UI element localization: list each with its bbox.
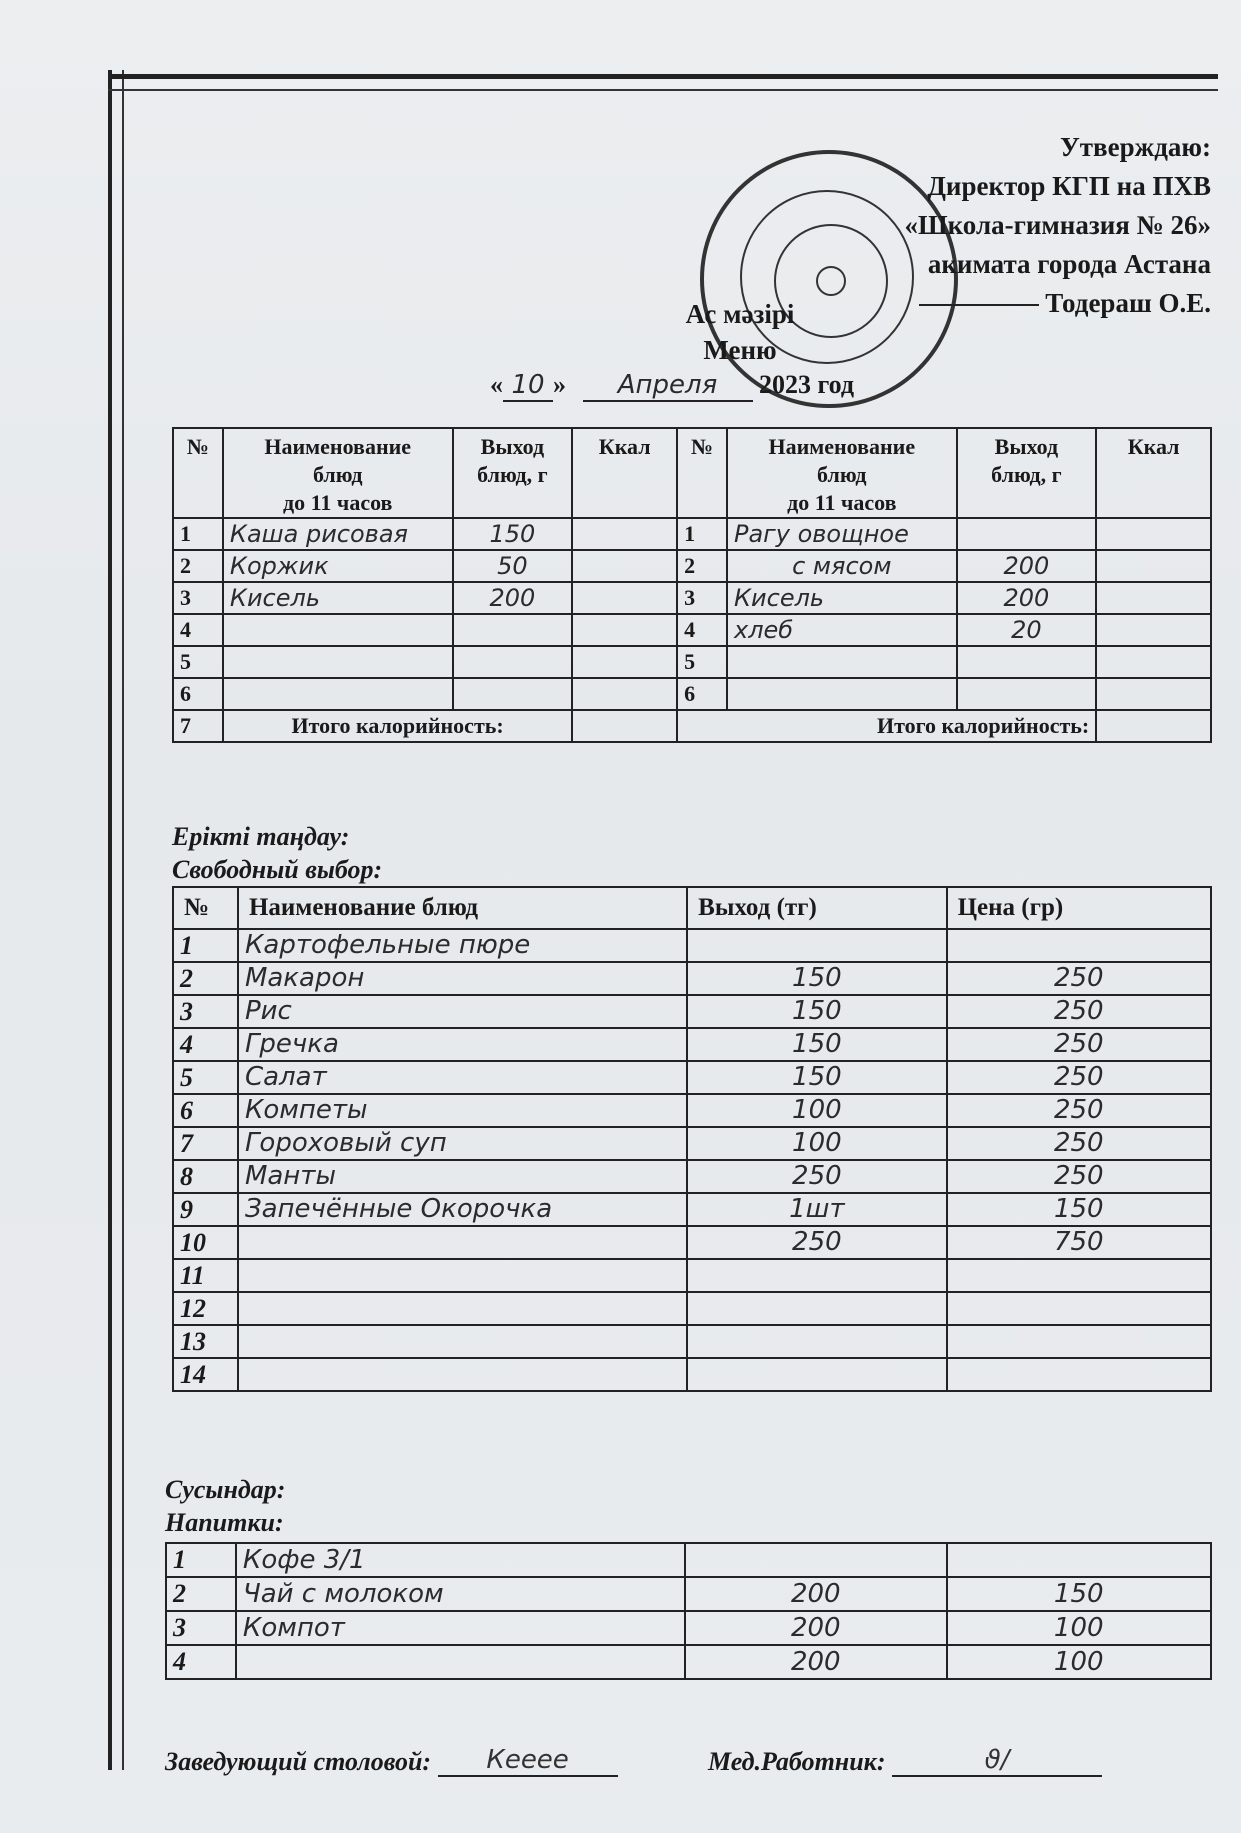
cell-price: 250 <box>947 1028 1211 1061</box>
drinks-title-ru: Напитки: <box>165 1508 284 1537</box>
table-row: 2 Коржик 50 2 с мясом 200 <box>173 550 1211 582</box>
cell-yield: 250 <box>687 1160 946 1193</box>
cell-n: 1 <box>166 1543 236 1577</box>
canteen-manager-signature: Заведующий столовой: Кееее <box>165 1745 618 1777</box>
drinks-title-kz: Сусындар: <box>165 1475 286 1504</box>
medic-signature: ϑ/ <box>892 1745 1102 1777</box>
table-row <box>173 1358 1211 1391</box>
cell-n: 13 <box>173 1325 238 1358</box>
cell-price <box>947 1543 1212 1577</box>
table-row: 6 6 <box>173 678 1211 710</box>
table-row <box>166 1577 1211 1611</box>
drinks-table <box>165 1542 1212 1680</box>
cell-n: 11 <box>173 1259 238 1292</box>
menu-title-ru: Меню <box>703 335 777 365</box>
menu-date: « 10 » Апреля 2023 год <box>490 370 855 400</box>
table-header-row: № Наименование блюд до 11 часов Выход блюд, г Ккал № Наименование блюд до 11 часов Выход блюд, г Ккал <box>173 428 1211 518</box>
cell-price: 250 <box>947 962 1211 995</box>
medic-signature-block: Мед.Работник: ϑ/ <box>708 1745 1102 1777</box>
table-row <box>173 929 1211 962</box>
cell-yield <box>687 1292 946 1325</box>
cell-yield: 150 <box>687 1061 946 1094</box>
cell-price: 750 <box>947 1226 1211 1259</box>
cell-n: 12 <box>173 1292 238 1325</box>
table-row <box>173 1061 1211 1094</box>
total-row: 7 Итого калорийность: Итого калорийность: <box>173 710 1211 742</box>
cell-price: 250 <box>947 1061 1211 1094</box>
cell-n: 3 <box>166 1611 236 1645</box>
cell-name: Чай с молоком <box>236 1577 685 1611</box>
cell-price: 100 <box>947 1645 1212 1679</box>
table-row <box>166 1543 1211 1577</box>
cell-yield: 150 <box>687 1028 946 1061</box>
director-signature-line <box>919 304 1039 306</box>
approval-akimat: акимата города Астана <box>927 249 1211 279</box>
table-row <box>173 1292 1211 1325</box>
cell-price: 250 <box>947 995 1211 1028</box>
cell-name <box>238 1259 687 1292</box>
cell-n: 4 <box>173 1028 238 1061</box>
cell-yield: 250 <box>687 1226 946 1259</box>
table-row <box>173 1127 1211 1160</box>
cell-name: Рис <box>238 995 687 1028</box>
table-row: 5 5 <box>173 646 1211 678</box>
cell-price: 150 <box>947 1193 1211 1226</box>
cell-yield: 150 <box>687 962 946 995</box>
cell-name <box>238 1325 687 1358</box>
cell-n: 1 <box>173 929 238 962</box>
menu-title-block <box>560 296 920 368</box>
table-row <box>166 1645 1211 1679</box>
total-calories-right: Итого калорийность: <box>677 710 1096 742</box>
approval-school: «Школа-гимназия № 26» <box>904 210 1211 240</box>
cell-name <box>238 1226 687 1259</box>
table-row <box>166 1611 1211 1645</box>
date-year: 2023 год <box>759 370 855 399</box>
cell-name <box>236 1645 685 1679</box>
table-row: 1 Каша рисовая 150 1 Рагу овощное <box>173 518 1211 550</box>
cell-name: Манты <box>238 1160 687 1193</box>
cell-price: 150 <box>947 1577 1212 1611</box>
cell-price <box>947 1292 1211 1325</box>
cell-n: 6 <box>173 1094 238 1127</box>
cell-name: Салат <box>238 1061 687 1094</box>
table-row <box>173 1160 1211 1193</box>
table-row <box>173 1325 1211 1358</box>
table-row <box>173 1259 1211 1292</box>
cell-name: Макарон <box>238 962 687 995</box>
cell-name: Компеты <box>238 1094 687 1127</box>
cell-yield <box>687 1259 946 1292</box>
table-row <box>173 1193 1211 1226</box>
table-row <box>173 1094 1211 1127</box>
date-day: 10 <box>503 370 553 402</box>
table-row <box>173 1226 1211 1259</box>
cell-yield <box>685 1543 946 1577</box>
table-row <box>173 1028 1211 1061</box>
table-header-row: № Наименование блюд Выход (тг) Цена (гр) <box>173 887 1211 929</box>
approval-title: Утверждаю: <box>1059 132 1211 162</box>
free-choice-table <box>172 886 1212 1392</box>
cell-name: Гречка <box>238 1028 687 1061</box>
table-row <box>173 962 1211 995</box>
cell-name <box>238 1292 687 1325</box>
cell-price: 250 <box>947 1160 1211 1193</box>
cell-price: 250 <box>947 1094 1211 1127</box>
cell-n: 4 <box>166 1645 236 1679</box>
cell-price: 100 <box>947 1611 1212 1645</box>
cell-n: 3 <box>173 995 238 1028</box>
canteen-signature: Кееее <box>438 1745 618 1777</box>
cell-n: 7 <box>173 1127 238 1160</box>
cell-price <box>947 1259 1211 1292</box>
cell-yield: 150 <box>687 995 946 1028</box>
date-month: Апреля <box>583 370 753 402</box>
cell-n: 2 <box>173 962 238 995</box>
free-choice-title-kz: Ерікті таңдау: <box>172 822 350 851</box>
table-row: 4 4 хлеб 20 <box>173 614 1211 646</box>
director-name: Тодераш О.Е. <box>1045 288 1211 318</box>
cell-n: 2 <box>166 1577 236 1611</box>
cell-price <box>947 1358 1211 1391</box>
cell-yield: 100 <box>687 1094 946 1127</box>
cell-yield: 1шт <box>687 1193 946 1226</box>
approval-block <box>904 128 1211 323</box>
menu-title-kz: Ас мәзірі <box>685 299 795 329</box>
cell-yield: 200 <box>685 1645 946 1679</box>
cell-n: 5 <box>173 1061 238 1094</box>
cell-n: 9 <box>173 1193 238 1226</box>
cell-name: Картофельные пюре <box>238 929 687 962</box>
main-menu-table <box>172 427 1212 743</box>
cell-yield <box>687 929 946 962</box>
approval-position: Директор КГП на ПХВ <box>927 171 1211 201</box>
cell-n: 8 <box>173 1160 238 1193</box>
cell-name: Гороховый суп <box>238 1127 687 1160</box>
left-frame-border <box>108 70 124 1770</box>
cell-price <box>947 929 1211 962</box>
free-choice-title-ru: Свободный выбор: <box>172 855 383 884</box>
top-frame-border <box>108 74 1218 91</box>
cell-yield: 200 <box>685 1611 946 1645</box>
cell-price: 250 <box>947 1127 1211 1160</box>
cell-yield: 100 <box>687 1127 946 1160</box>
cell-yield <box>687 1358 946 1391</box>
cell-yield: 200 <box>685 1577 946 1611</box>
table-row: 3 Кисель 200 3 Кисель 200 <box>173 582 1211 614</box>
cell-yield <box>687 1325 946 1358</box>
cell-price <box>947 1325 1211 1358</box>
cell-name: Кофе 3/1 <box>236 1543 685 1577</box>
cell-name: Компот <box>236 1611 685 1645</box>
table-row <box>173 995 1211 1028</box>
cell-name: Запечённые Окорочка <box>238 1193 687 1226</box>
cell-n: 10 <box>173 1226 238 1259</box>
cell-n: 14 <box>173 1358 238 1391</box>
cell-name <box>238 1358 687 1391</box>
total-calories-left: Итого калорийность: <box>223 710 572 742</box>
